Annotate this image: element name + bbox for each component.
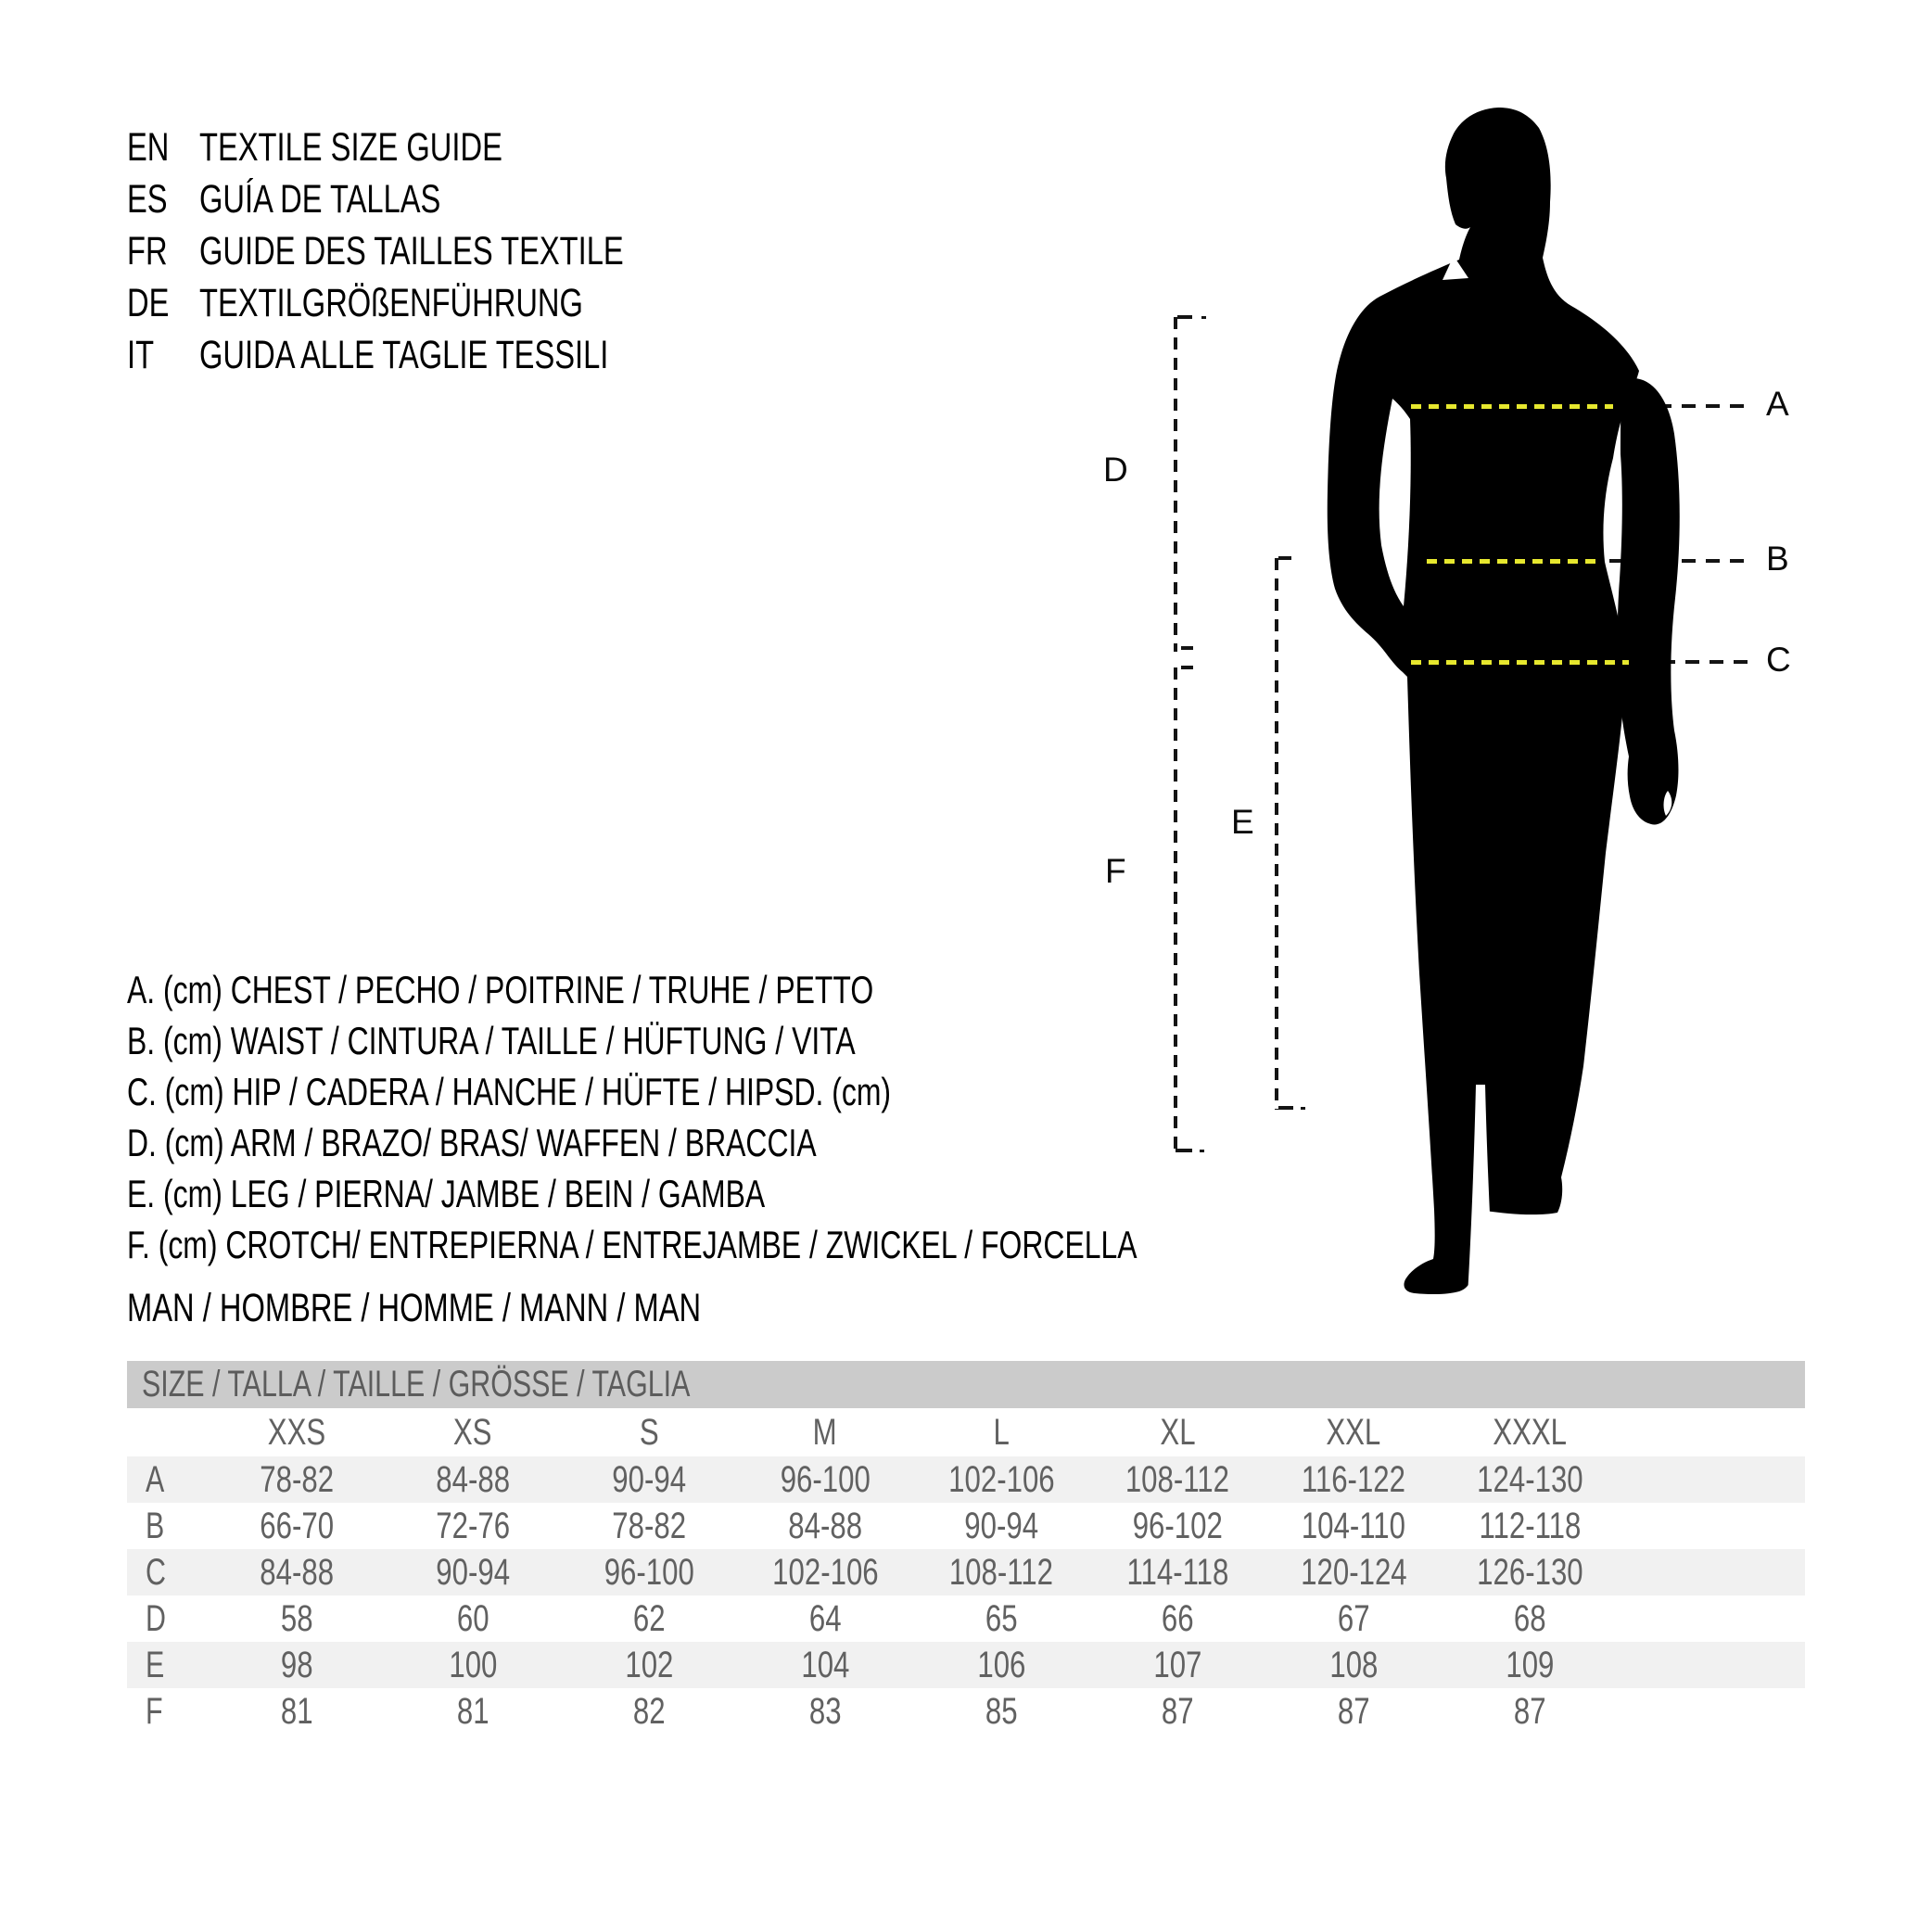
table-cell bbox=[1089, 1688, 1265, 1735]
table-cell bbox=[737, 1688, 913, 1735]
size-table bbox=[127, 1361, 1805, 1735]
table-cell-text: 98 bbox=[280, 1645, 313, 1685]
table-cell bbox=[913, 1688, 1089, 1735]
size-column-header-text: XXL bbox=[1326, 1412, 1381, 1453]
gender-line-text: MAN / HOMBRE / HOMME / MANN / MAN bbox=[127, 1286, 702, 1330]
table-row bbox=[127, 1503, 1805, 1549]
table-cell bbox=[737, 1549, 913, 1595]
row-label-text: F bbox=[146, 1691, 163, 1732]
table-cell-text: 102-106 bbox=[947, 1459, 1055, 1500]
table-cell bbox=[209, 1688, 385, 1735]
table-row bbox=[127, 1642, 1805, 1688]
table-cell bbox=[913, 1642, 1089, 1688]
row-label-text: D bbox=[146, 1598, 166, 1639]
table-cell-text: 112-118 bbox=[1479, 1506, 1581, 1546]
table-cell bbox=[913, 1549, 1089, 1595]
table-cell bbox=[1442, 1456, 1618, 1503]
table-cell bbox=[1089, 1595, 1265, 1642]
table-cell-text: 108-112 bbox=[1125, 1459, 1230, 1500]
size-table-header-bar bbox=[127, 1361, 1805, 1408]
table-cell bbox=[913, 1503, 1089, 1549]
table-cell-text: 65 bbox=[985, 1598, 1018, 1639]
label-chest-a: A bbox=[1766, 385, 1789, 423]
table-cell bbox=[561, 1595, 737, 1642]
table-cell-text: 116-122 bbox=[1301, 1459, 1406, 1500]
size-table-sizes-row bbox=[127, 1408, 1805, 1456]
table-row bbox=[127, 1595, 1805, 1642]
language-code: EN bbox=[127, 125, 170, 170]
table-cell bbox=[737, 1456, 913, 1503]
table-cell-text: 84-88 bbox=[788, 1506, 862, 1546]
size-column-header-text: XXXL bbox=[1493, 1412, 1567, 1453]
legend-text: F. (cm) CROTCH/ ENTREPIERNA / ENTREJAMBE / ZWICKEL / FORCELLA bbox=[127, 1223, 1138, 1266]
table-cell-text: 90-94 bbox=[964, 1506, 1038, 1546]
size-column-header bbox=[913, 1408, 1089, 1456]
arm-measure-tick-top bbox=[1177, 315, 1192, 319]
table-cell-text: 108-112 bbox=[948, 1552, 1054, 1593]
label-crotch-f: F bbox=[1105, 852, 1126, 890]
table-cell-text: 108 bbox=[1328, 1645, 1379, 1685]
table-cell bbox=[561, 1642, 737, 1688]
table-cell-text: 109 bbox=[1505, 1645, 1555, 1685]
language-code: ES bbox=[127, 177, 168, 222]
table-cell bbox=[209, 1595, 385, 1642]
table-cell bbox=[1265, 1456, 1442, 1503]
table-cell-text: 60 bbox=[456, 1598, 489, 1639]
table-cell-text: 96-100 bbox=[604, 1552, 694, 1593]
table-cell-text: 68 bbox=[1513, 1598, 1546, 1639]
table-cell bbox=[1089, 1456, 1265, 1503]
table-cell bbox=[1265, 1642, 1442, 1688]
table-cell-text: 120-124 bbox=[1300, 1552, 1407, 1593]
legend-text: C. (cm) HIP / CADERA / HANCHE / HÜFTE / HIPSD. (cm) bbox=[127, 1070, 892, 1113]
row-label-text: E bbox=[146, 1645, 165, 1685]
legend-text: B. (cm) WAIST / CINTURA / TAILLE / HÜFTUNG / VITA bbox=[127, 1019, 856, 1062]
table-cell-text: 107 bbox=[1152, 1645, 1202, 1685]
table-cell-text: 102-106 bbox=[771, 1552, 879, 1593]
row-label bbox=[127, 1688, 209, 1735]
size-figure bbox=[1066, 93, 1932, 1316]
table-cell bbox=[561, 1456, 737, 1503]
row-label-text: C bbox=[146, 1552, 166, 1593]
table-cell bbox=[385, 1549, 561, 1595]
row-label bbox=[127, 1503, 209, 1549]
table-cell bbox=[209, 1456, 385, 1503]
table-cell bbox=[1442, 1688, 1618, 1735]
arm-measure-tick-top-dot bbox=[1201, 316, 1206, 319]
language-label: TEXTILGRÖßENFÜHRUNG bbox=[199, 281, 583, 325]
language-label: GUÍA DE TALLAS bbox=[199, 177, 441, 222]
table-cell-text: 78-82 bbox=[612, 1506, 686, 1546]
language-label: TEXTILE SIZE GUIDE bbox=[199, 125, 502, 170]
size-column-header bbox=[1089, 1408, 1265, 1456]
table-cell-text: 90-94 bbox=[612, 1459, 686, 1500]
table-cell-text: 58 bbox=[280, 1598, 313, 1639]
table-cell-text: 81 bbox=[280, 1691, 313, 1732]
table-cell bbox=[209, 1503, 385, 1549]
table-cell bbox=[1265, 1688, 1442, 1735]
label-waist-b: B bbox=[1766, 540, 1789, 578]
table-row bbox=[127, 1549, 1805, 1595]
crotch-measure-tick-top bbox=[1181, 666, 1193, 669]
table-cell-text: 81 bbox=[456, 1691, 489, 1732]
size-column-header bbox=[1265, 1408, 1442, 1456]
table-cell bbox=[737, 1642, 913, 1688]
table-cell bbox=[385, 1503, 561, 1549]
table-cell-text: 82 bbox=[632, 1691, 666, 1732]
table-cell-text: 114-118 bbox=[1126, 1552, 1228, 1593]
table-cell-text: 100 bbox=[448, 1645, 498, 1685]
table-cell-text: 64 bbox=[808, 1598, 842, 1639]
table-cell-text: 84-88 bbox=[436, 1459, 510, 1500]
size-column-header-text: M bbox=[812, 1412, 837, 1453]
label-leg-e: E bbox=[1231, 803, 1254, 841]
size-column-header-text: XL bbox=[1159, 1412, 1196, 1453]
table-cell-text: 72-76 bbox=[436, 1506, 510, 1546]
table-cell-text: 102 bbox=[624, 1645, 674, 1685]
table-cell-text: 124-130 bbox=[1476, 1459, 1583, 1500]
table-cell bbox=[1442, 1642, 1618, 1688]
chest-line-a bbox=[1411, 404, 1613, 409]
size-table-sizes-spacer bbox=[127, 1408, 209, 1456]
table-cell-text: 84-88 bbox=[260, 1552, 334, 1593]
row-label-text: A bbox=[146, 1459, 165, 1500]
table-cell bbox=[1089, 1642, 1265, 1688]
size-column-header-text: S bbox=[639, 1412, 659, 1453]
table-cell bbox=[737, 1503, 913, 1549]
crotch-measure-line-f bbox=[1174, 667, 1177, 1152]
row-label bbox=[127, 1642, 209, 1688]
row-label-text: B bbox=[146, 1506, 165, 1546]
language-label: GUIDA ALLE TAGLIE TESSILI bbox=[199, 333, 609, 377]
table-cell bbox=[1442, 1503, 1618, 1549]
table-row bbox=[127, 1456, 1805, 1503]
row-label bbox=[127, 1456, 209, 1503]
size-column-header bbox=[385, 1408, 561, 1456]
table-cell-text: 90-94 bbox=[436, 1552, 510, 1593]
table-cell bbox=[385, 1595, 561, 1642]
table-cell-text: 62 bbox=[632, 1598, 666, 1639]
table-cell bbox=[561, 1688, 737, 1735]
language-label: GUIDE DES TAILLES TEXTILE bbox=[199, 229, 624, 273]
table-cell bbox=[1442, 1549, 1618, 1595]
size-column-header-text: XXS bbox=[267, 1412, 326, 1453]
table-row bbox=[127, 1688, 1805, 1735]
language-code: DE bbox=[127, 281, 170, 325]
table-cell-text: 96-100 bbox=[780, 1459, 871, 1500]
table-cell-text: 87 bbox=[1337, 1691, 1370, 1732]
table-cell bbox=[913, 1456, 1089, 1503]
table-cell-text: 87 bbox=[1513, 1691, 1546, 1732]
table-cell-text: 85 bbox=[985, 1691, 1018, 1732]
table-cell bbox=[561, 1503, 737, 1549]
table-cell bbox=[737, 1595, 913, 1642]
table-cell bbox=[209, 1549, 385, 1595]
table-cell-text: 67 bbox=[1337, 1598, 1370, 1639]
table-cell bbox=[385, 1456, 561, 1503]
label-hip-c: C bbox=[1766, 641, 1791, 679]
label-arm-d: D bbox=[1103, 451, 1128, 489]
man-silhouette bbox=[1252, 93, 1854, 1316]
arm-measure-tick-bottom bbox=[1181, 646, 1193, 650]
table-cell bbox=[1265, 1549, 1442, 1595]
table-cell bbox=[385, 1642, 561, 1688]
table-cell bbox=[913, 1595, 1089, 1642]
table-cell bbox=[385, 1688, 561, 1735]
table-cell bbox=[209, 1642, 385, 1688]
table-cell bbox=[1265, 1503, 1442, 1549]
hip-line-c bbox=[1411, 660, 1629, 665]
table-cell bbox=[1442, 1595, 1618, 1642]
size-column-header-text: L bbox=[993, 1412, 1010, 1453]
table-cell-text: 66-70 bbox=[260, 1506, 334, 1546]
gender-line bbox=[127, 1285, 883, 1331]
legend-text: E. (cm) LEG / PIERNA/ JAMBE / BEIN / GAMBA bbox=[127, 1172, 766, 1215]
language-code: FR bbox=[127, 229, 168, 273]
row-label bbox=[127, 1595, 209, 1642]
size-column-header bbox=[1442, 1408, 1618, 1456]
table-cell-text: 78-82 bbox=[260, 1459, 334, 1500]
legend-text: A. (cm) CHEST / PECHO / POITRINE / TRUHE / PETTO bbox=[127, 968, 874, 1011]
table-cell bbox=[1265, 1595, 1442, 1642]
man-silhouette-right-arm bbox=[1618, 378, 1680, 824]
crotch-measure-tick-bottom-dot bbox=[1200, 1150, 1204, 1152]
size-table-header-text: SIZE / TALLA / TAILLE / GRÖSSE / TAGLIA bbox=[142, 1364, 691, 1405]
table-cell-text: 66 bbox=[1161, 1598, 1194, 1639]
table-cell bbox=[561, 1549, 737, 1595]
row-label bbox=[127, 1549, 209, 1595]
table-cell-text: 83 bbox=[808, 1691, 842, 1732]
table-cell-text: 87 bbox=[1161, 1691, 1194, 1732]
table-cell-text: 126-130 bbox=[1476, 1552, 1583, 1593]
language-code: IT bbox=[127, 333, 155, 377]
size-column-header bbox=[209, 1408, 385, 1456]
table-cell bbox=[1089, 1549, 1265, 1595]
table-cell bbox=[1089, 1503, 1265, 1549]
table-cell-text: 104 bbox=[800, 1645, 850, 1685]
crotch-measure-tick-bottom bbox=[1176, 1149, 1192, 1152]
size-column-header-text: XS bbox=[453, 1412, 492, 1453]
arm-measure-line-d bbox=[1174, 317, 1177, 652]
waist-line-b bbox=[1427, 559, 1601, 564]
table-cell-text: 104-110 bbox=[1301, 1506, 1406, 1546]
table-cell-text: 106 bbox=[976, 1645, 1026, 1685]
table-cell-text: 96-102 bbox=[1132, 1506, 1223, 1546]
size-column-header bbox=[737, 1408, 913, 1456]
legend-text: D. (cm) ARM / BRAZO/ BRAS/ WAFFEN / BRACCIA bbox=[127, 1121, 817, 1164]
size-column-header bbox=[561, 1408, 737, 1456]
